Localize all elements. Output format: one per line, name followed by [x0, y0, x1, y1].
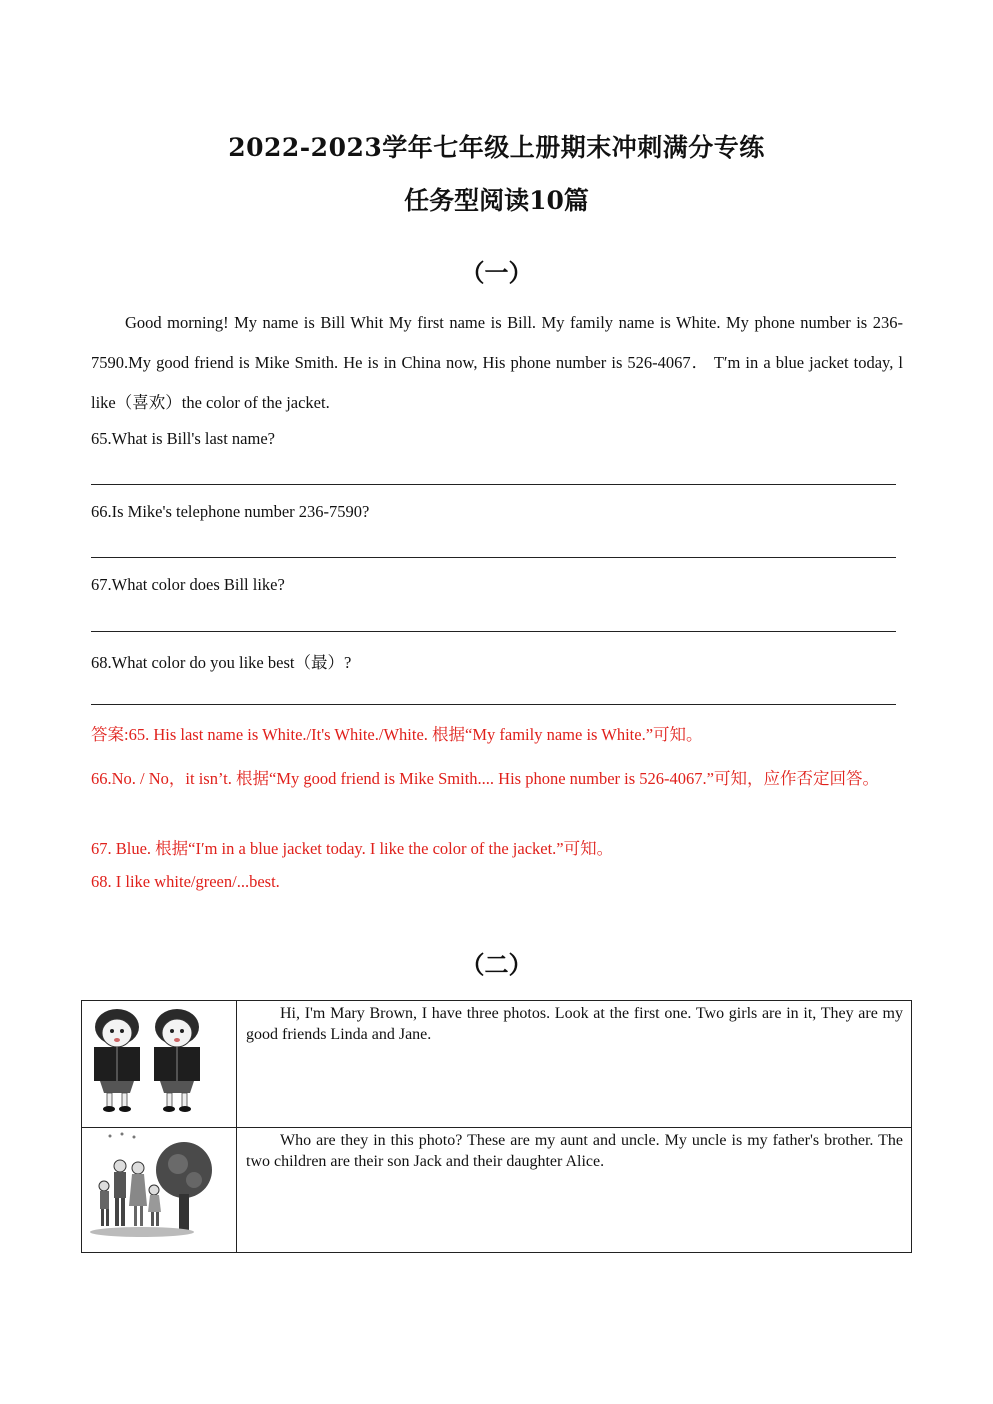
answer-line-65 [91, 484, 896, 485]
photo-description-table [81, 1000, 912, 1253]
table-row [82, 1128, 912, 1253]
question-67: 67.What color does Bill like? [91, 575, 285, 594]
photo-description-2 [237, 1128, 912, 1253]
answer-67: 67. Blue. 根据“I′m in a blue jacket today. I like the color of the jacket.”可知。 [91, 839, 614, 858]
question-65: 65.What is Bill's last name? [91, 429, 275, 448]
answer-65: 答案:65. His last name is White./It's White./White. 根据“My family name is White.”可知。 [91, 725, 703, 744]
two-girls-reading-illustration [82, 1001, 236, 1122]
table-row [82, 1001, 912, 1128]
section-heading-1: （一） [460, 258, 533, 287]
photo-description-text-2: Who are they in this photo? These are my aunt and uncle. My uncle is my father's brother. The two children are their son Jack and their daughter Alice. [246, 1132, 903, 1170]
photo-description-1 [237, 1001, 912, 1128]
answer-68: 68. I like white/green/...best. [91, 872, 280, 891]
photo-cell [82, 1128, 237, 1253]
question-68: 68.What color do you like best（最）? [91, 653, 352, 672]
photo-cell [82, 1001, 237, 1128]
document-title-line-2: 任务型阅读10篇 [404, 186, 589, 215]
reading-passage-1: Good morning! My name is Bill Whit My first name is Bill. My family name is White. My phone number is 236-7590.My good friend is Mike Smith. He is in China now, His phone number is 526-4067． T′m in a blue jacket today, l like（喜欢）the color of the jacket. [91, 313, 903, 412]
family-under-tree-illustration [82, 1128, 236, 1247]
photo-description-text-1: Hi, I'm Mary Brown, I have three photos. Look at the first one. Two girls are in it, They are my good friends Linda and Jane. [246, 1005, 903, 1043]
answer-66: 66.No. / No，it isn’t. 根据“My good friend is Mike Smith.... His phone number is 526-4067.”可知，应作否定回答。 [91, 769, 879, 788]
answer-line-68 [91, 704, 896, 705]
question-66: 66.Is Mike's telephone number 236-7590? [91, 502, 370, 521]
answer-line-66 [91, 557, 896, 558]
section-heading-2: （二） [460, 950, 533, 979]
answer-line-67 [91, 631, 896, 632]
document-title-line-1: 2022-2023学年七年级上册期末冲刺满分专练 [228, 133, 765, 162]
